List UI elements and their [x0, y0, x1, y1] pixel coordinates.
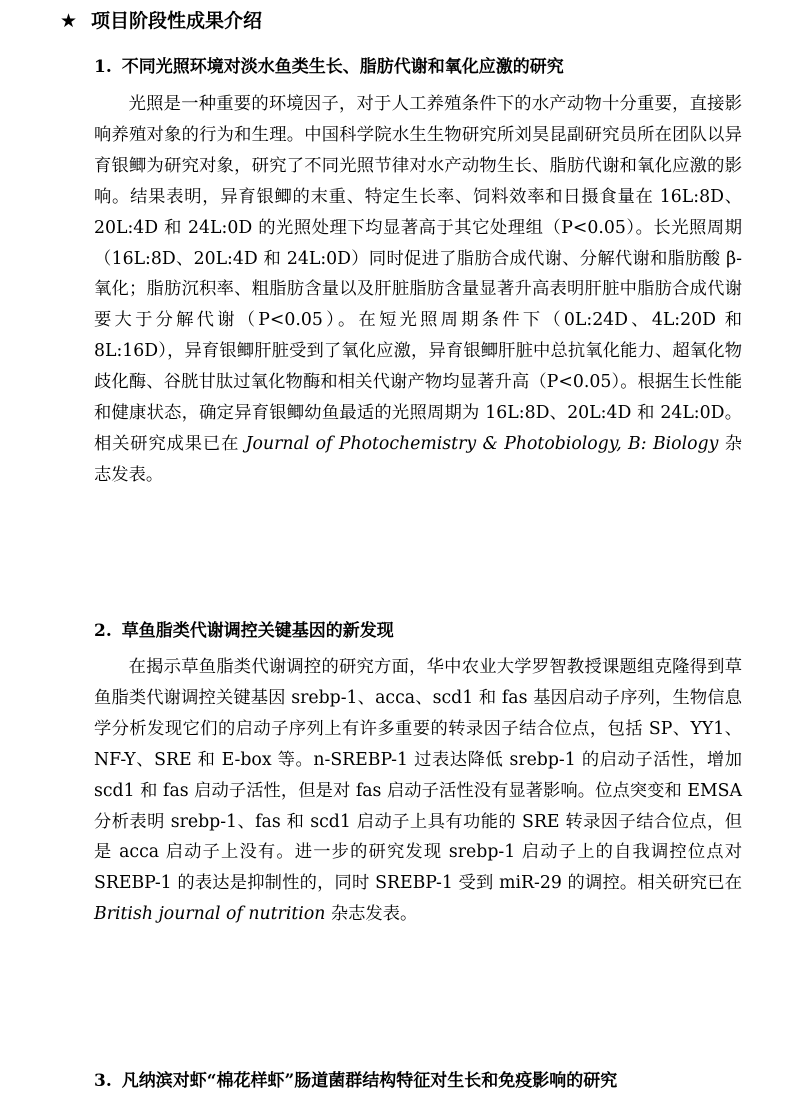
journal-name: Journal of Photochemistry & Photobiology, B: Biology — [245, 433, 719, 454]
main-heading — [60, 4, 262, 38]
section-title-text: 凡纳滨对虾“棉花样虾”肠道菌群结构特征对生长和免疫影响的研究 — [121, 1071, 618, 1091]
paragraph-tail: 杂志发表。 — [94, 433, 742, 485]
section-2-title — [94, 616, 394, 646]
paragraph-text: 光照是一种重要的环境因子，对于人工养殖条件下的水产动物十分重要，直接影响养殖对象的行为和生理。中国科学院水生生物研究所刘昊昆副研究员所在团队以异育银鲫为研究对象，研究了不同光照节律对水产动物生长、脂肪代谢和氧化应激的影响。结果表明，异育银鲫的末重、特定生长率、饲料效率和日摄食量在 16L:8D、20L:4D 和 24L:0D 的光照处理下均显著高于其它处理组（P<0.05）。长光照周期（16L:8D、20L:4D 和 24L:0D）同时促进了脂肪合成代谢、分解代谢和脂肪酸 β-氧化；脂肪沉积率、粗脂肪含量以及肝脏脂肪含量显著升高表明肝脏中脂肪合成代谢要大于分解代谢（P<0.05）。在短光照周期条件下（0L:24D、4L:20D 和 8L:16D），异育银鲫肝脏受到了氧化应激，异育银鲫肝脏中总抗氧化能力、超氧化物歧化酶、谷胱甘肽过氧化物酶和相关代谢产物均显著升高（P<0.05）。根据生长性能和健康状态，确定异育银鲫幼鱼最适的光照周期为 16L:8D、20L:4D 和 24L:0D。相关研究成果已在 — [94, 94, 742, 454]
section-title-text: 草鱼脂类代谢调控关键基因的新发现 — [121, 621, 394, 641]
section-1-title — [94, 52, 564, 82]
section-1-paragraph — [94, 89, 742, 491]
paragraph-tail: 杂志发表。 — [325, 904, 418, 925]
section-title-text: 不同光照环境对淡水鱼类生长、脂肪代谢和氧化应激的研究 — [121, 57, 564, 77]
section-number: 1. — [94, 57, 112, 77]
star-icon: ★ — [60, 10, 78, 32]
paragraph-text: 在揭示草鱼脂类代谢调控的研究方面，华中农业大学罗智教授课题组克隆得到草鱼脂类代谢调控关键基因 srebp-1、acca、scd1 和 fas 基因启动子序列，生物信息学分析发现它们的启动子序列上有许多重要的转录因子结合位点，包括 SP、YY1、NF-Y、SRE 和 E-box 等。n-SREBP-1 过表达降低 srebp-1 的启动子活性，增加 scd1 和 fas 启动子活性，但是对 fas 启动子活性没有显著影响。位点突变和 EMSA 分析表明 srebp-1、fas 和 scd1 启动子上具有功能的 SRE 转录因子结合位点，但是 acca 启动子上没有。进一步的研究发现 srebp-1 启动子上的自我调控位点对 SREBP-1 的表达是抑制性的，同时 SREBP-1 受到 miR-29 的调控。相关研究已在 — [94, 657, 742, 894]
journal-name: British journal of nutrition — [94, 904, 326, 925]
section-2-paragraph — [94, 652, 742, 930]
section-number: 3. — [94, 1071, 112, 1091]
main-heading-text: 项目阶段性成果介绍 — [91, 10, 263, 32]
section-number: 2. — [94, 621, 112, 641]
section-3-title — [94, 1066, 617, 1096]
